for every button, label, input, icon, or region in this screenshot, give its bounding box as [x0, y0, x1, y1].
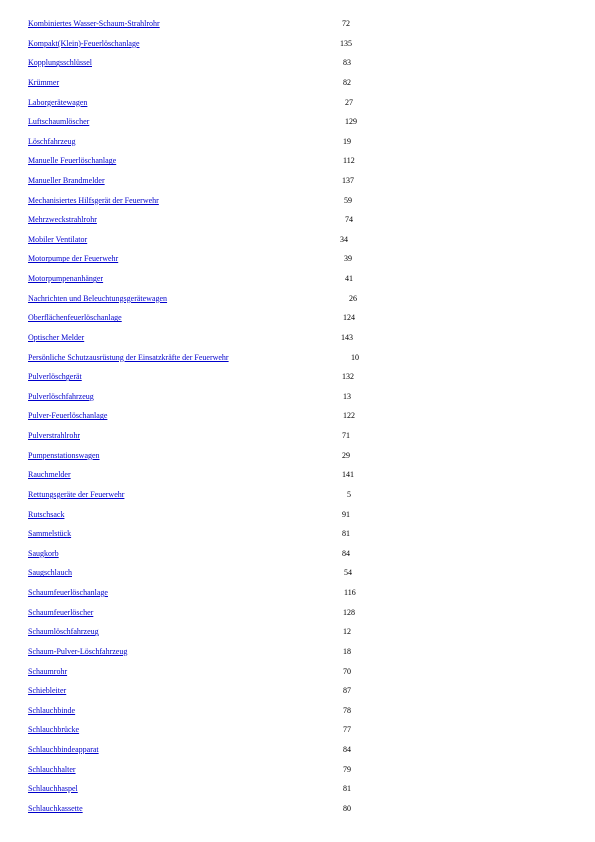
index-entry-link[interactable]: Schaumlöschfahrzeug — [28, 627, 99, 637]
index-entry-link[interactable]: Manuelle Feuerlöschanlage — [28, 156, 117, 166]
index-entry-link[interactable]: Pulverlöschgerät — [28, 372, 82, 382]
index-entry-link[interactable]: Pulverlöschfahrzeug — [28, 391, 94, 401]
index-row — [0, 57, 595, 71]
page-number: 91 — [342, 509, 350, 519]
index-row — [0, 685, 595, 699]
index-row — [0, 567, 595, 581]
page-number: 54 — [344, 568, 352, 578]
index-entry-link[interactable]: Schlauchkassette — [28, 803, 83, 813]
index-row — [0, 371, 595, 385]
index-row — [0, 509, 595, 523]
index-entry-link[interactable]: Kompakt(Klein)-Feuerlöschanlage — [28, 38, 140, 48]
index-row — [0, 744, 595, 758]
page-number: 79 — [343, 764, 351, 774]
index-entry-link[interactable]: Motorpumpenanhänger — [28, 274, 104, 284]
page-number: 80 — [343, 803, 351, 813]
index-row — [0, 175, 595, 189]
page-number: 84 — [343, 744, 351, 754]
index-row — [0, 97, 595, 111]
index-entry-link[interactable]: Pumpenstationswagen — [28, 450, 100, 460]
page-number: 78 — [343, 705, 351, 715]
index-row — [0, 18, 595, 32]
index-entry-link[interactable]: Rettungsgeräte der Feuerwehr — [28, 489, 125, 499]
index-row — [0, 234, 595, 248]
index-row — [0, 155, 595, 169]
page-number: 124 — [343, 313, 355, 323]
page-number: 128 — [343, 607, 355, 617]
index-row — [0, 38, 595, 52]
index-row — [0, 332, 595, 346]
index-entry-link[interactable]: Schlauchbinde — [28, 705, 76, 715]
index-row — [0, 587, 595, 601]
index-entry-link[interactable]: Schlauchbrücke — [28, 725, 80, 735]
index-entry-link[interactable]: Sammelstück — [28, 529, 72, 539]
index-entry-link[interactable]: Oberflächenfeuerlöschanlage — [28, 313, 122, 323]
index-row — [0, 195, 595, 209]
index-entry-link[interactable]: Laborgerätewagen — [28, 97, 88, 107]
index-row — [0, 548, 595, 562]
index-entry-link[interactable]: Kopplungsschlüssel — [28, 58, 92, 68]
page-number: 12 — [343, 627, 351, 637]
index-row — [0, 77, 595, 91]
page-number: 81 — [342, 529, 350, 539]
index-row — [0, 391, 595, 405]
index-row — [0, 469, 595, 483]
page-number: 74 — [345, 215, 353, 225]
index-row — [0, 352, 595, 366]
index-row — [0, 783, 595, 797]
index-row — [0, 528, 595, 542]
index-entry-link[interactable]: Löschfahrzeug — [28, 136, 76, 146]
index-row — [0, 430, 595, 444]
index-entry-link[interactable]: Luftschaumlöscher — [28, 117, 90, 127]
index-row — [0, 136, 595, 150]
page-number: 26 — [349, 293, 357, 303]
page-number: 116 — [344, 588, 356, 597]
index-entry-link[interactable]: Mechanisiertes Hilfsgerät der Feuerwehr — [28, 195, 159, 205]
page-number: 137 — [342, 176, 354, 185]
page-number: 70 — [343, 666, 351, 676]
page-number: 81 — [343, 784, 351, 794]
page-number: 27 — [345, 97, 353, 107]
index-entry-link[interactable]: Persönliche Schutzausrüstung der Einsatzkräfte der Feuerwehr — [28, 352, 229, 362]
index-entry-link[interactable]: Nachrichten und Beleuchtungsgerätewagen — [28, 293, 168, 303]
index-row — [0, 253, 595, 267]
index-row — [0, 489, 595, 503]
index-row — [0, 666, 595, 680]
index-entry-link[interactable]: Schaumfeuerlöscher — [28, 607, 94, 617]
index-entry-link[interactable]: Manueller Brandmelder — [28, 176, 105, 185]
index-entry-link[interactable]: Saugkorb — [28, 548, 59, 558]
page-number: 82 — [343, 77, 351, 87]
index-entry-link[interactable]: Saugschlauch — [28, 568, 72, 578]
page-number: 77 — [343, 725, 351, 735]
index-entry-link[interactable]: Schaumfeuerlöschanlage — [28, 588, 108, 597]
index-entry-link[interactable]: Optischer Melder — [28, 332, 85, 342]
index-row — [0, 705, 595, 719]
index-row — [0, 214, 595, 228]
index-entry-link[interactable]: Schlauchhaspel — [28, 784, 78, 794]
index-entry-link[interactable]: Rutschsack — [28, 509, 65, 519]
page-number: 29 — [342, 450, 350, 460]
index-entry-link[interactable]: Pulverstrahlrohr — [28, 431, 80, 440]
page-number: 87 — [343, 686, 351, 696]
index-entry-link[interactable]: Schlauchbindeapparat — [28, 744, 99, 754]
index-entry-link[interactable]: Pulver-Feuerlöschanlage — [28, 411, 108, 421]
index-row — [0, 646, 595, 660]
page-number: 34 — [340, 234, 348, 244]
index-entry-link[interactable]: Mehrzweckstrahlrohr — [28, 215, 97, 225]
page-number: 39 — [344, 254, 352, 264]
index-entry-link[interactable]: Motorpumpe der Feuerwehr — [28, 254, 119, 264]
page-number: 129 — [345, 117, 357, 127]
index-row — [0, 273, 595, 287]
index-row — [0, 724, 595, 738]
page-number: 132 — [342, 372, 354, 382]
page-number: 112 — [343, 156, 355, 166]
page-number: 135 — [340, 38, 352, 48]
index-entry-link[interactable]: Schaumrohr — [28, 666, 68, 676]
page-number: 5 — [347, 489, 351, 499]
index-row — [0, 116, 595, 130]
index-row — [0, 764, 595, 778]
index-row — [0, 410, 595, 424]
page-number: 143 — [341, 332, 353, 342]
index-entry-link[interactable]: Krümmer — [28, 77, 60, 87]
index-row — [0, 293, 595, 307]
index-entry-link[interactable]: Schlauchhalter — [28, 764, 76, 774]
index-entry-link[interactable]: Rauchmelder — [28, 470, 71, 480]
page-number: 122 — [343, 411, 355, 421]
page-number: 72 — [342, 19, 350, 28]
index-row — [0, 803, 595, 817]
index-entry-link[interactable]: Schiebleiter — [28, 686, 67, 696]
index-entry-link[interactable]: Mobiler Ventilator — [28, 234, 88, 244]
index-row — [0, 607, 595, 621]
index-row — [0, 312, 595, 326]
index-row — [0, 450, 595, 464]
index-row — [0, 626, 595, 640]
index-entry-link[interactable]: Kombiniertes Wasser-Schaum-Strahlrohr — [28, 19, 160, 28]
page-number: 10 — [351, 352, 359, 362]
page-number: 71 — [342, 431, 350, 440]
page-number: 141 — [342, 470, 354, 480]
page-number: 41 — [345, 274, 353, 284]
page-number: 18 — [343, 646, 351, 656]
page-number: 19 — [343, 136, 351, 146]
page-number: 84 — [342, 548, 350, 558]
page-number: 59 — [344, 195, 352, 205]
index-entry-link[interactable]: Schaum-Pulver-Löschfahrzeug — [28, 646, 128, 656]
page-number: 13 — [343, 391, 351, 401]
page-number: 83 — [343, 58, 351, 68]
